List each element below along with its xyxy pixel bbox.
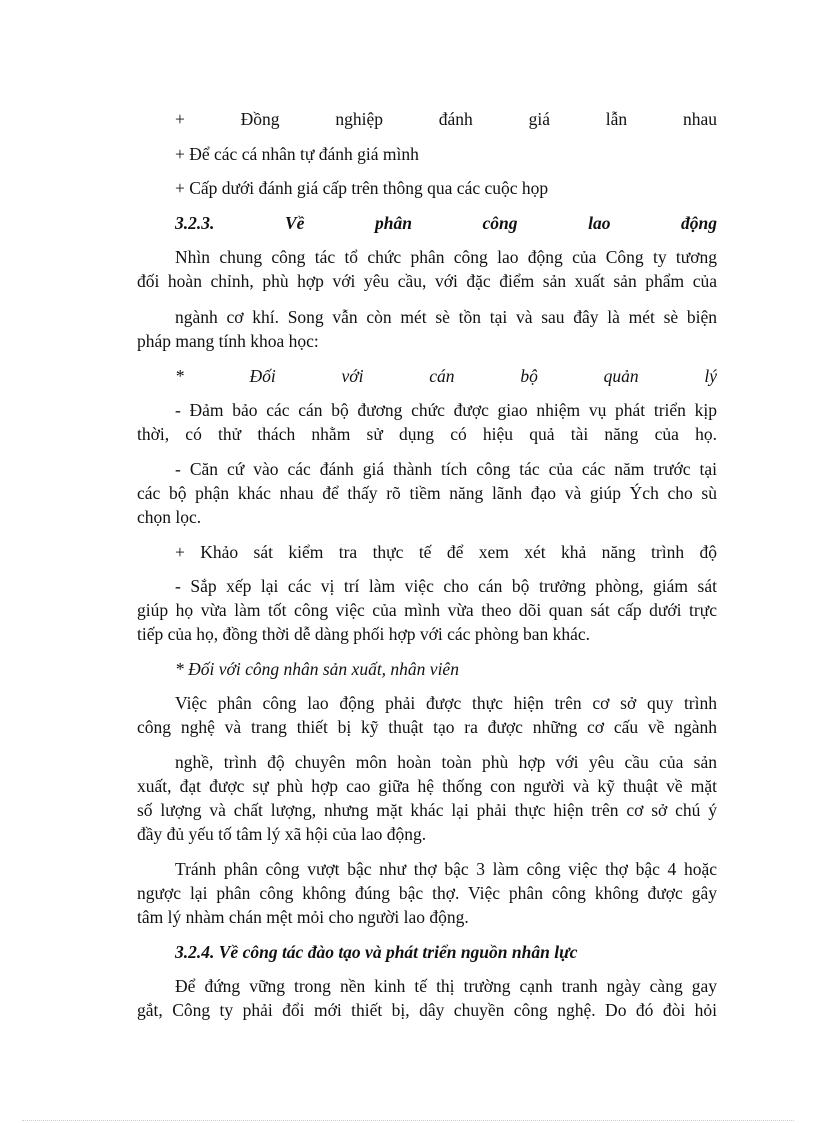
paragraph-line: nghề, trình độ chuyên môn hoàn toàn phù hợp với yêu cầu của sản — [175, 752, 717, 772]
paragraph-line: các bộ phận khác nhau để thấy rõ tiềm năng lãnh đạo và giúp Ých cho sù — [137, 483, 717, 503]
paragraph-line: gắt, Công ty phải đổi mới thiết bị, dây chuyền công nghệ. Do đó đòi hỏi — [137, 1000, 717, 1020]
paragraph-line: Việc phân công lao động phải được thực hiện trên cơ sở quy trình — [175, 693, 717, 713]
paragraph-line: Tránh phân công vượt bậc như thợ bậc 3 làm công việc thợ bậc 4 hoặc — [175, 859, 717, 879]
list-item: + Khảo sát kiểm tra thực tế để xem xét khả năng trình độ — [175, 542, 717, 562]
paragraph-line: ngành cơ khí. Song vẫn còn mét sè tồn tại và sau đây là mét sè biện — [175, 307, 717, 327]
subheading: * Đối với công nhân sản xuất, nhân viên — [175, 659, 459, 679]
paragraph-line: xuất, đạt được sự phù hợp cao giữa hệ thống con người và kỹ thuật về mặt — [137, 776, 717, 796]
paragraph-line: tâm lý nhàm chán mệt mỏi cho người lao động. — [137, 907, 469, 927]
paragraph-line: số lượng và chất lượng, nhưng mặt khác lại phải thực hiện trên cơ sở chú ý — [137, 800, 717, 820]
section-heading: 3.2.3. Về phân công lao động — [175, 213, 717, 233]
paragraph-line: thời, có thử thách nhằm sử dụng có hiệu quả tài năng của họ. — [137, 424, 717, 444]
paragraph-line: - Đảm bảo các cán bộ đương chức được giao nhiệm vụ phát triển kịp — [175, 400, 717, 420]
page-bottom-divider — [22, 1120, 794, 1121]
paragraph-line: công nghệ và trang thiết bị kỹ thuật tạo ra được những cơ cấu về ngành — [137, 717, 717, 737]
paragraph-line: - Sắp xếp lại các vị trí làm việc cho cán bộ trưởng phòng, giám sát — [175, 576, 717, 596]
paragraph-line: pháp mang tính khoa học: — [137, 331, 319, 351]
paragraph-line: ngược lại phân công không đúng bậc thợ. Việc phân công không được gây — [137, 883, 717, 903]
paragraph-line: - Căn cứ vào các đánh giá thành tích công tác của các năm trước tại — [175, 459, 717, 479]
section-heading: 3.2.4. Về công tác đào tạo và phát triển nguồn nhân lực — [175, 942, 578, 962]
list-item: + Cấp dưới đánh giá cấp trên thông qua các cuộc họp — [175, 178, 549, 198]
list-item: + Để các cá nhân tự đánh giá mình — [175, 144, 419, 164]
list-item: + Đồng nghiệp đánh giá lẫn nhau — [175, 109, 717, 129]
paragraph-line: đối hoàn chỉnh, phù hợp với yêu cầu, với đặc điểm sản xuất sản phẩm của — [137, 271, 717, 291]
paragraph-line: chọn lọc. — [137, 507, 202, 527]
paragraph-line: đầy đủ yếu tố tâm lý xã hội của lao động. — [137, 824, 427, 844]
paragraph-line: Để đứng vững trong nền kinh tế thị trường cạnh tranh ngày càng gay — [175, 976, 717, 996]
subheading: * Đối với cán bộ quản lý — [175, 366, 717, 386]
paragraph-line: tiếp của họ, đồng thời dễ dàng phối hợp với các phòng ban khác. — [137, 624, 591, 644]
paragraph-line: giúp họ vừa làm tốt công việc của mình vừa theo dõi quan sát cấp dưới trực — [137, 600, 717, 620]
paragraph-line: Nhìn chung công tác tổ chức phân công lao động của Công ty tương — [175, 247, 717, 267]
